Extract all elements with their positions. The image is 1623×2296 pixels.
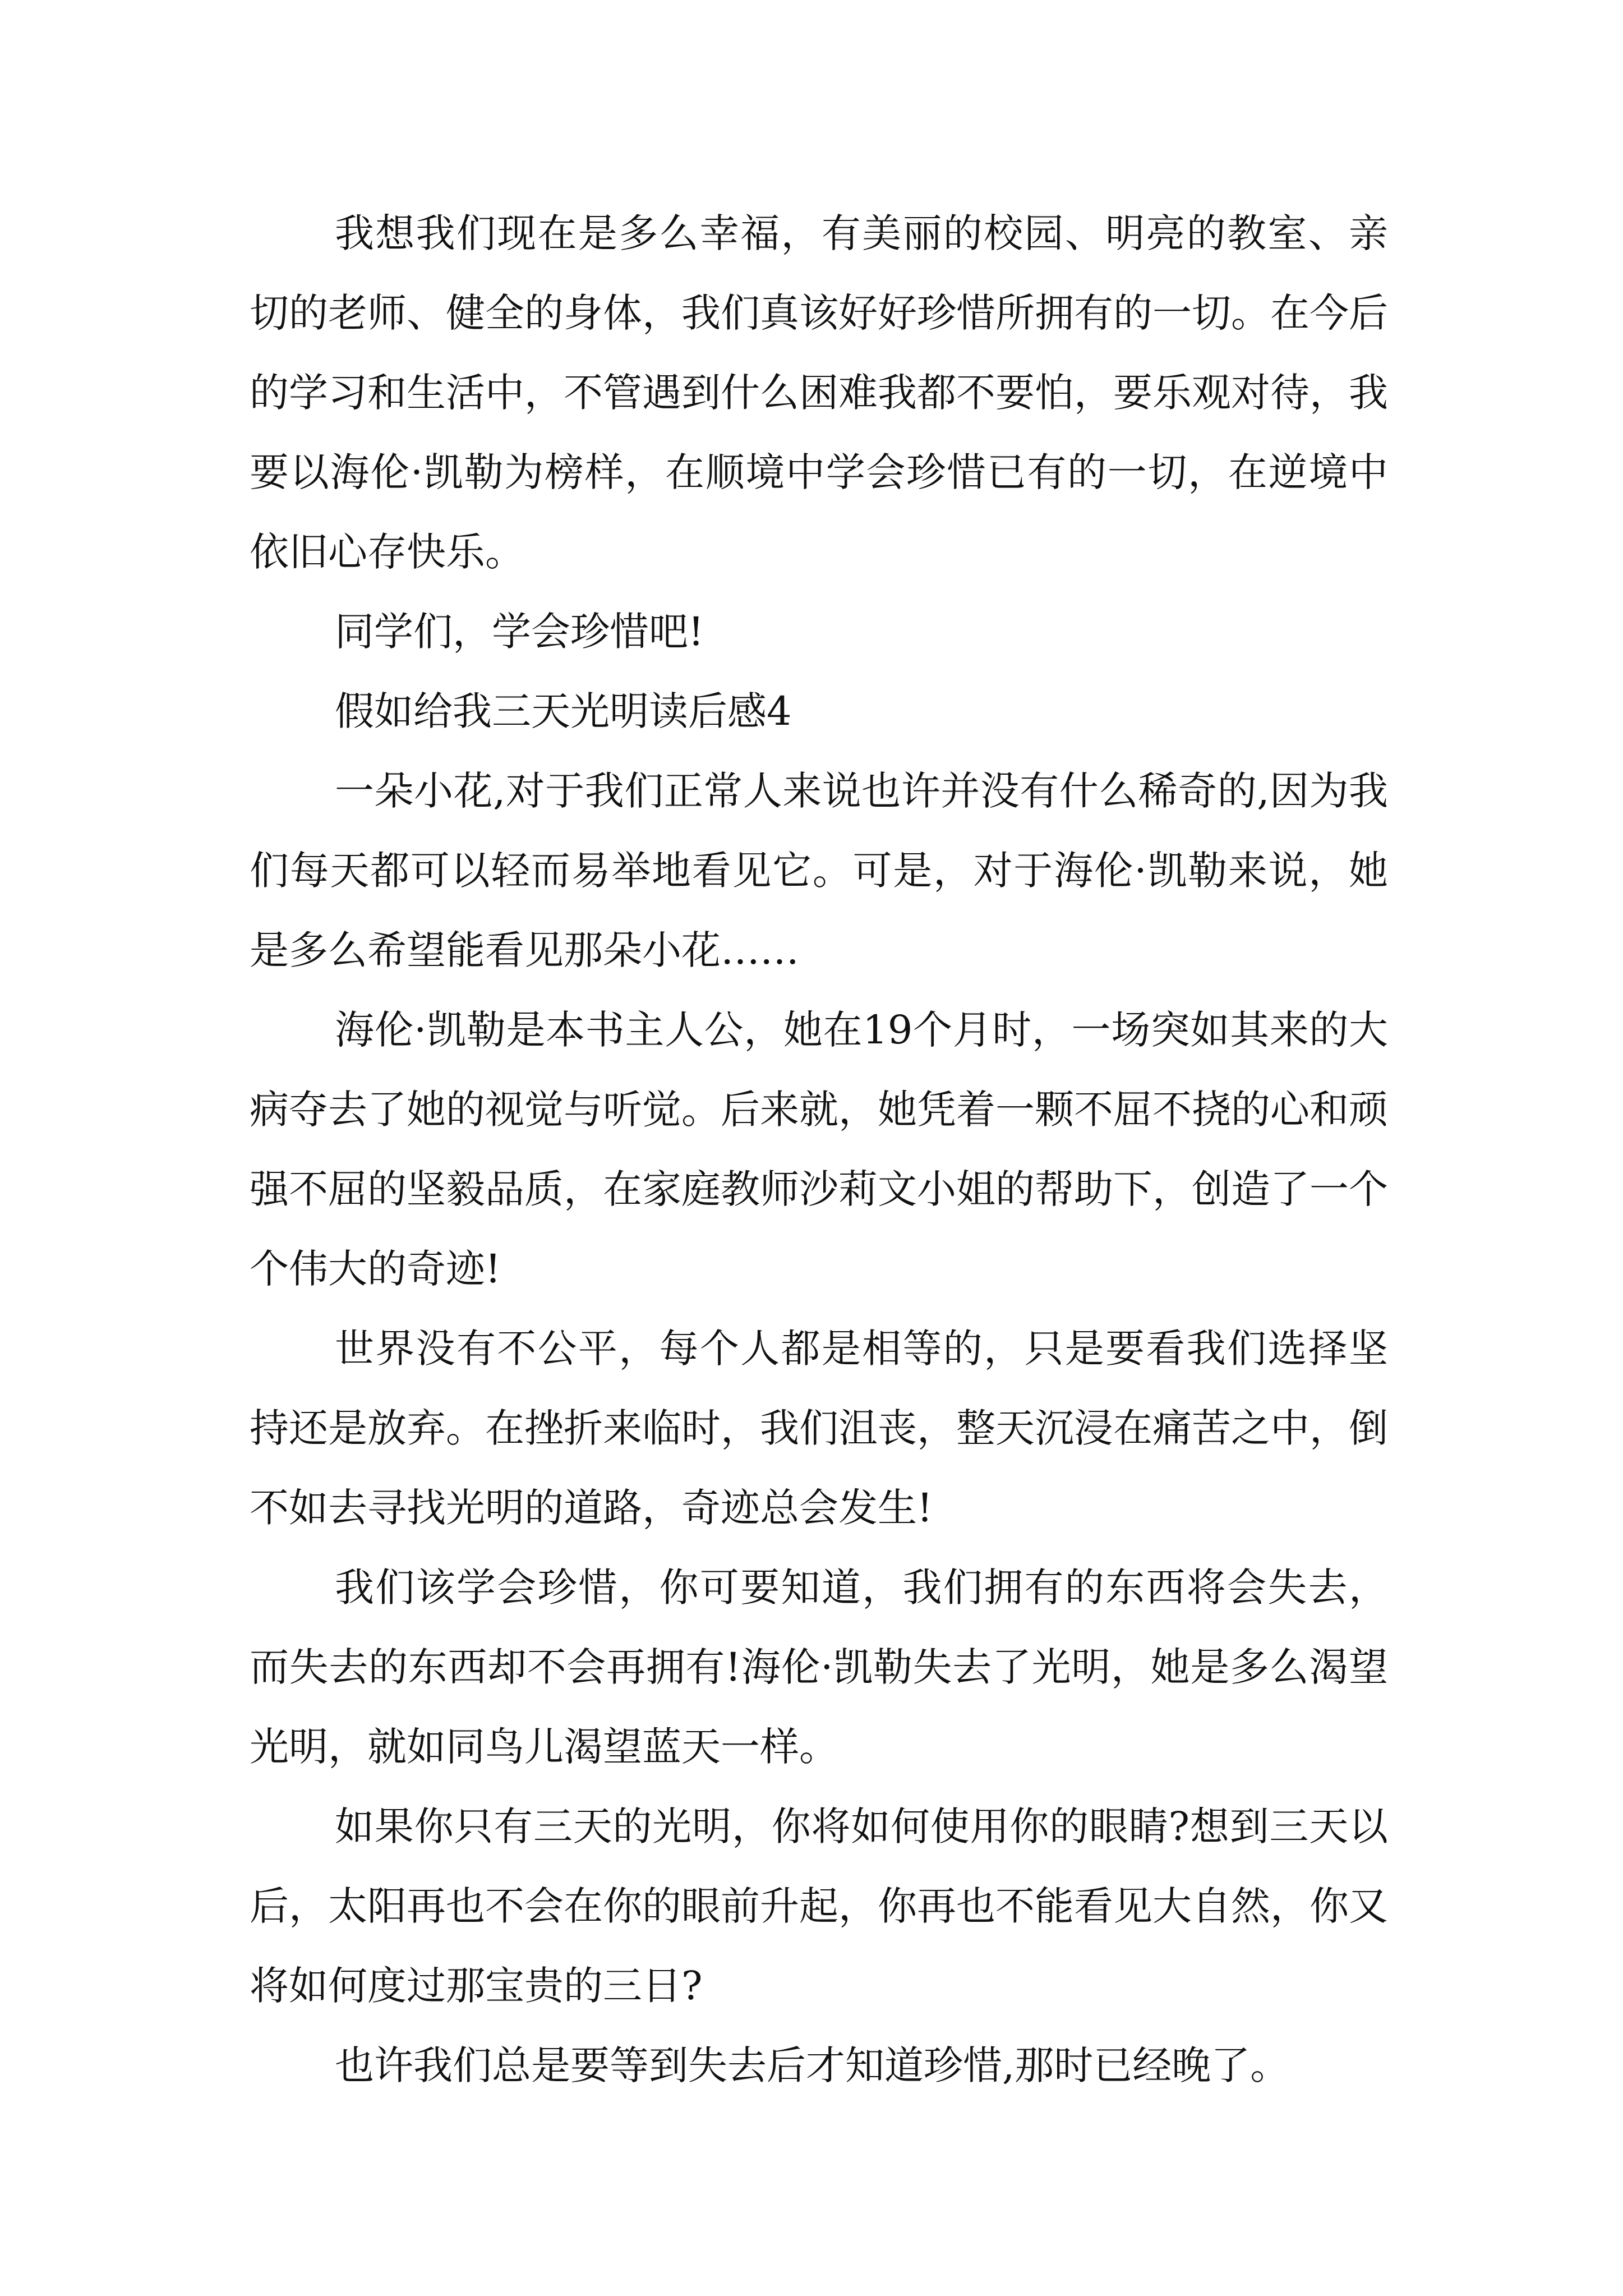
paragraph-learn-to-cherish: 我们该学会珍惜，你可要知道，我们拥有的东西将会失去，而失去的东西却不会再拥有!海伦·凯勒失去了光明，她是多么渴望光明，就如同鸟儿渴望蓝天一样。 xyxy=(250,1565,1388,1770)
paragraph-classmates-cherish: 同学们，学会珍惜吧! xyxy=(335,609,704,655)
paragraph-world-fairness: 世界没有不公平，每个人都是相等的，只是要看我们选择坚持还是放弃。在挫折来临时，我们沮丧，整天沉浸在痛苦之中，倒不如去寻找光明的道路，奇迹总会发生! xyxy=(250,1326,1388,1531)
paragraph-helen-keller-intro: 海伦·凯勒是本书主人公，她在19个月时，一场突如其来的大病夺去了她的视觉与听觉。后来就，她凭着一颗不屈不挠的心和顽强不屈的坚毅品质，在家庭教师沙莉文小姐的帮助下，创造了一个个伟大的奇迹! xyxy=(250,1007,1388,1292)
paragraph-three-days: 如果你只有三天的光明，你将如何使用你的眼睛?想到三天以后，太阳再也不会在你的眼前升起，你再也不能看见大自然，你又将如何度过那宝贵的三日? xyxy=(250,1803,1388,2009)
section-heading: 假如给我三天光明读后感4 xyxy=(335,688,792,734)
paragraph-little-flower: 一朵小花,对于我们正常人来说也许并没有什么稀奇的,因为我们每天都可以轻而易举地看见它。可是，对于海伦·凯勒来说，她是多么希望能看见那朵小花…… xyxy=(250,768,1388,973)
paragraph-cherish-happiness: 我想我们现在是多么幸福，有美丽的校园、明亮的教室、亲切的老师、健全的身体，我们真该好好珍惜所拥有的一切。在今后的学习和生活中，不管遇到什么困难我都不要怕，要乐观对待，我要以海伦·凯勒为榜样，在顺境中学会珍惜已有的一切，在逆境中依旧心存快乐。 xyxy=(250,210,1388,575)
document-body xyxy=(250,194,1388,2105)
paragraph-too-late: 也许我们总是要等到失去后才知道珍惜,那时已经晚了。 xyxy=(335,2042,1290,2088)
